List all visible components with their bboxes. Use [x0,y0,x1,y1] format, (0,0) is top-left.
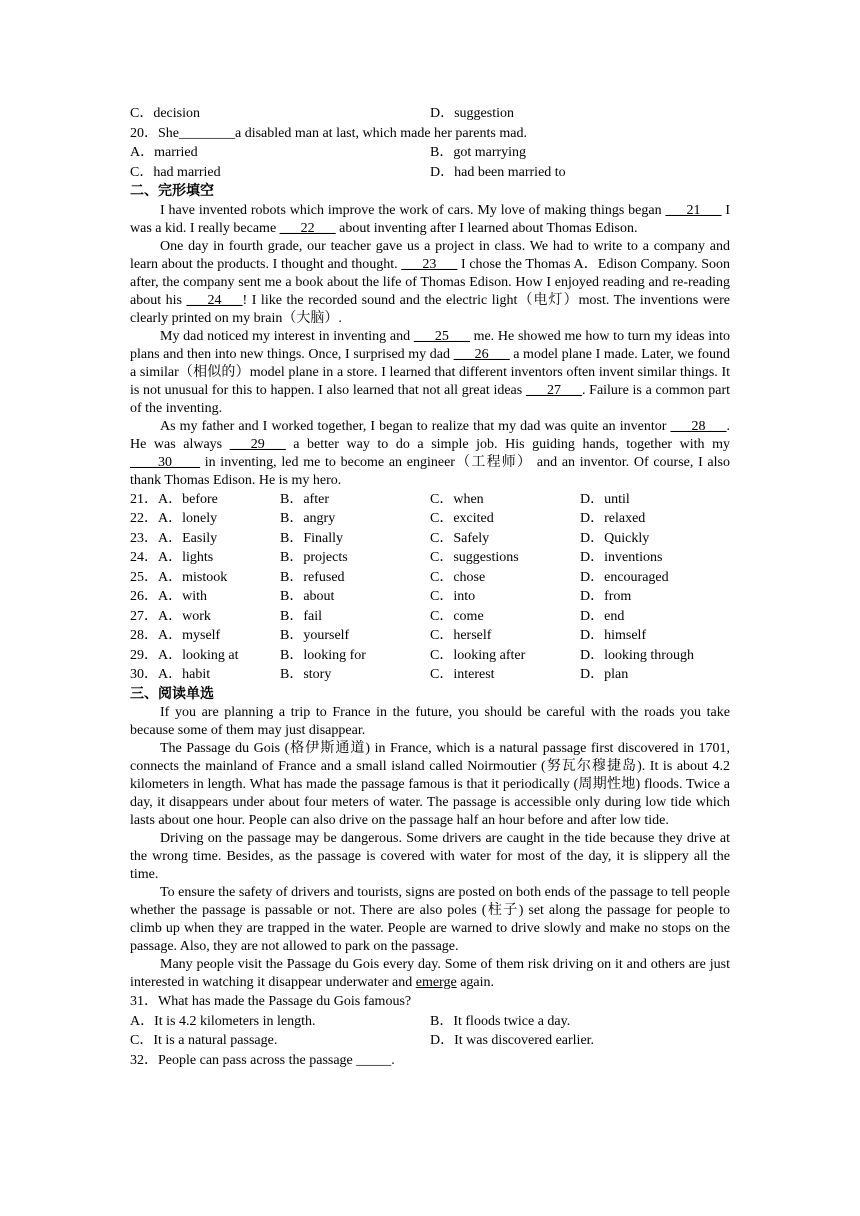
option-b: B．story [280,667,332,682]
option-c: C．interest [430,667,495,682]
q32-stem: 32．People can pass across the passage _____. [130,1052,395,1068]
question-number: 21．A．before [130,491,218,507]
option-b: B．projects [280,550,348,565]
option-d: D．plan [580,667,629,682]
reading-paragraph-1: If you are planning a trip to France in the future, you should be careful with the roads you take because some of them may just disappear. [130,705,730,738]
option-c: C．excited [430,511,494,526]
option-a: A．habit [158,667,211,682]
question-number: 25．A．mistook [130,569,228,585]
q20-option-b: B．got marrying [430,145,527,160]
option-d: D．end [580,608,625,624]
question-number: 27．A．work [130,608,211,624]
option-b: B．angry [280,511,336,526]
question-number: 30．A．habit [130,667,211,682]
option-c: C．into [430,589,476,604]
q31-stem: 31．What has made the Passage du Gois famous? [130,994,412,1009]
option-b: B．yourself [280,628,350,643]
option-a: A．lonely [158,511,218,526]
cloze-options [130,490,730,685]
option-a: A．mistook [158,569,228,585]
q31-options-row-1 [130,1012,730,1032]
option-d: D．until [580,491,630,507]
question-number: 26．A．with [130,589,207,604]
option-b: B．Finally [280,530,344,546]
blank-27: ___27___ [525,382,582,398]
cloze-option-row [130,665,730,685]
cloze-option-row [130,568,730,588]
section-2-heading: 二、完形填空 [130,184,214,199]
question-number: 24．A．lights [130,550,214,565]
q31-options-row-2 [130,1031,730,1051]
option-c: C．come [430,608,484,624]
question-number: 28．A．myself [130,628,221,643]
option-d: D．Quickly [580,530,650,546]
cloze-option-row [130,509,730,529]
option-d: D．inventions [580,550,663,565]
reading-paragraph-3: Driving on the passage may be dangerous. Some drivers are caught in the tide because they drive at the wrong time. Besides, as the passage is covered with water for most of the day, it is slippery all the time. [130,831,730,882]
cloze-option-row [130,626,730,646]
option-a: A．myself [158,628,221,643]
blank-21: ___21___ [665,202,722,218]
cloze-paragraph-2: One day in fourth grade, our teacher gave us a project in class. We had to write to a company and learn about the products. I thought and thought. ___23___ I chose the Thomas A．Edison Company. Soon after, the company sent me a book about the life of Thomas Edison. How I enjoyed reading and re-reading about his ___24___! I like the recorded sound and the electric light（电灯）most. The inventions were clearly printed on my brain（大脑）. [130,238,730,326]
q19-option-c: C．decision [130,106,200,121]
option-d: D．relaxed [580,511,646,526]
cloze-option-row [130,646,730,666]
q31-option-d: D．It was discovered earlier. [430,1033,595,1048]
cloze-option-row [130,607,730,627]
option-c: C．chose [430,569,486,585]
option-a: A．before [158,491,218,507]
q31-option-c: C．It is a natural passage. [130,1033,278,1048]
cloze-paragraph-1: I have invented robots which improve the work of cars. My love of making things began ___21___ I was a kid. I really became ___22___ about inventing after I learned about Thomas Edison. [130,202,730,236]
cloze-paragraph-4: As my father and I worked together, I began to realize that my dad was quite an inventor ___28___. He was always ___29___ a better way to do a simple job. His guiding hands, together with my ____30____ in inventing, led me to become an engineer（工程师） and an inventor. Of course, I also thank Thomas Edison. He is my hero. [130,418,730,488]
option-b: B．fail [280,608,322,624]
q20-options-row-1 [130,143,730,163]
option-d: D．himself [580,628,647,643]
cloze-paragraph-3: My dad noticed my interest in inventing and ___25___ me. He showed me how to turn my ideas into plans and then into new things. Once, I surprised my dad ___26___ a model plane I made. Later, we found a similar（相似的）model plane in a store. I learned that different inventors often invent similar things. It is not unusual for this to happen. I also learned that not all great ideas ___27___. Failure is a common part of the inventing. [130,328,730,416]
option-b: B．looking for [280,647,366,663]
option-d: D．encouraged [580,569,669,585]
option-a: A．with [158,589,207,604]
underlined-word-emerge: emerge [415,975,457,990]
q20-option-d: D．had been married to [430,164,566,180]
option-a: A．lights [158,550,214,565]
blank-24: ___24___ [186,292,243,308]
cloze-option-row [130,587,730,607]
option-c: C．when [430,491,484,507]
blank-28: ___28___ [670,418,727,434]
blank-23: ___23___ [401,256,458,272]
q19-options-row [130,104,730,124]
question-number: 23．A．Easily [130,530,218,546]
option-c: C．herself [430,628,492,643]
section-3-heading: 三、阅读单选 [130,686,214,702]
option-c: C．suggestions [430,550,519,565]
q31-option-a: A．It is 4.2 kilometers in length. [130,1013,316,1029]
worksheet-page [130,104,730,1070]
cloze-option-row [130,529,730,549]
blank-22: ___22___ [279,220,336,236]
question-number: 22．A．lonely [130,511,218,526]
option-b: B．refused [280,569,345,585]
option-a: A．work [158,608,211,624]
q20-option-a: A．married [130,145,198,160]
reading-paragraph-2: The Passage du Gois (格伊斯通道) in France, which is a natural passage first discovered in 1701, connects the mainland of France and a small island called Noirmoutier (努瓦尔穆捷岛). It is about 4.2 kilometers in length. What has made the passage famous is that it periodically (周期性地) floods. Twice a day, it disappears under about four meters of water. The passage is accessible only during low tide which lasts about one hour. People can also drive on the passage half an hour before and after low tide. [130,741,730,828]
option-c: C．looking after [430,647,526,663]
option-a: A．looking at [158,647,239,663]
blank-25: ___25___ [413,328,470,344]
blank-29: ___29___ [229,436,286,452]
q31-option-b: B．It floods twice a day. [430,1013,571,1029]
option-a: A．Easily [158,530,218,546]
q19-option-d: D．suggestion [430,106,514,121]
reading-paragraph-5: Many people visit the Passage du Gois every day. Some of them risk driving on it and others are just interested in watching it disappear underwater and emerge again. [130,957,730,990]
cloze-option-row [130,490,730,510]
reading-paragraph-4: To ensure the safety of drivers and tourists, signs are posted on both ends of the passage to tell people whether the passage is passable or not. There are also poles (柱子) set along the passage for people to climb up when they are trapped in the water. People are warned to drive slowly and make no stops on the passage. Also, they are not allowed to park on the passage. [130,885,730,954]
option-b: B．after [280,491,329,507]
option-c: C．Safely [430,530,490,546]
blank-26: ___26___ [453,346,510,362]
cloze-option-row [130,548,730,568]
q20-stem: 20．She________a disabled man at last, which made her parents mad. [130,125,527,141]
option-b: B．about [280,589,335,604]
option-d: D．looking through [580,647,694,663]
option-d: D．from [580,589,632,604]
question-number: 29．A．looking at [130,647,239,663]
q20-option-c: C．had married [130,164,221,180]
blank-30: ____30____ [130,454,200,470]
q20-options-row-2 [130,163,730,183]
